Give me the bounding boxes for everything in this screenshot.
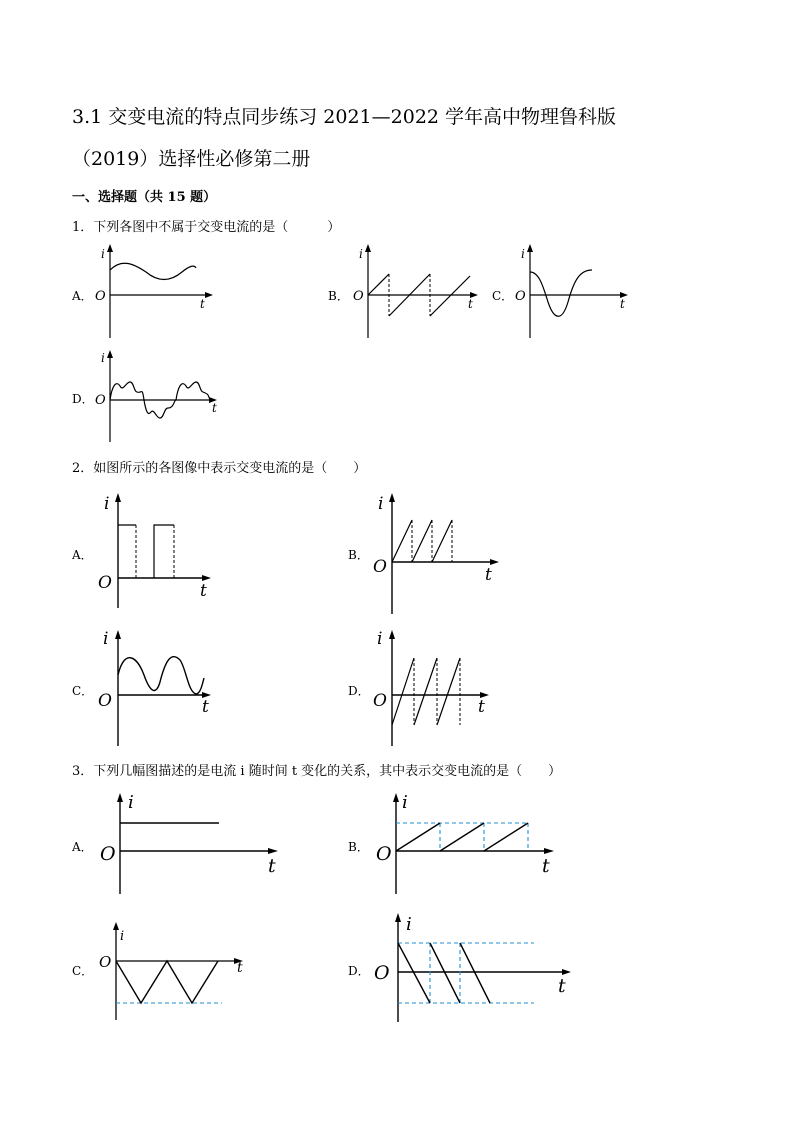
q1d-axis-t: t bbox=[212, 401, 217, 415]
q3d-axis-t: t bbox=[558, 975, 566, 997]
q3c-axis-t: t bbox=[237, 960, 243, 976]
q1d-axis-i: i bbox=[101, 351, 105, 365]
q2b-axis-t: t bbox=[485, 565, 492, 585]
q2a-origin: O bbox=[98, 573, 112, 593]
question-2-stem: 2．如图所示的各图像中表示交变电流的是（ ） bbox=[72, 461, 367, 476]
q3-option-d-graph bbox=[372, 912, 572, 1024]
q3-option-a-label: A． bbox=[72, 840, 93, 854]
q3b-axis-t: t bbox=[542, 855, 550, 877]
q3-option-b-label: B． bbox=[348, 840, 369, 854]
q3d-origin: O bbox=[374, 962, 390, 984]
q2-option-a-graph bbox=[96, 492, 226, 612]
q2c-origin: O bbox=[98, 691, 112, 711]
q3b-origin: O bbox=[376, 843, 392, 865]
q1-option-b-label: B． bbox=[328, 289, 349, 303]
q3a-axis-t: t bbox=[268, 855, 276, 877]
q1-option-a-graph bbox=[90, 240, 220, 340]
q2d-axis-t: t bbox=[478, 697, 485, 717]
question-1-stem: 1．下列各图中不属于交变电流的是（ ） bbox=[72, 220, 341, 235]
q3a-axis-i: i bbox=[128, 792, 134, 813]
q1c-curve bbox=[530, 270, 592, 316]
q3d-axis-i: i bbox=[406, 914, 412, 935]
q2b-origin: O bbox=[373, 557, 387, 577]
document-title-line-2: （2019）选择性必修第二册 bbox=[72, 148, 311, 170]
q1d-origin: O bbox=[95, 393, 106, 408]
q2c-axis-t: t bbox=[202, 697, 209, 717]
q2-option-d-graph bbox=[370, 630, 510, 750]
q3-option-a-graph bbox=[96, 792, 286, 896]
q1-option-a-label: A． bbox=[72, 289, 93, 303]
q3-option-b-graph bbox=[372, 792, 562, 896]
q1a-origin: O bbox=[95, 289, 106, 304]
q2c-axis-i: i bbox=[103, 629, 109, 649]
q1a-axis-i: i bbox=[101, 247, 105, 261]
q2b-axis-i: i bbox=[378, 494, 384, 514]
q2-option-c-graph bbox=[96, 630, 226, 750]
q2-option-a-label: A． bbox=[72, 548, 93, 562]
q3-option-c-graph bbox=[96, 922, 256, 1022]
q1a-curve bbox=[110, 263, 196, 279]
q2-option-d-label: D． bbox=[348, 684, 370, 698]
q1b-axis-i: i bbox=[359, 247, 363, 261]
q1-option-b-graph bbox=[348, 240, 488, 340]
q1c-axis-t: t bbox=[620, 297, 625, 311]
q3a-origin: O bbox=[100, 843, 116, 865]
q1c-origin: O bbox=[515, 289, 526, 304]
q3-option-d-label: D． bbox=[348, 964, 370, 978]
q2d-origin: O bbox=[373, 691, 387, 711]
q1a-axis-t: t bbox=[200, 297, 205, 311]
document-title-line-1: 3.1 交变电流的特点同步练习 2021—2022 学年高中物理鲁科版 bbox=[72, 106, 617, 128]
q2a-axis-t: t bbox=[200, 581, 207, 601]
section-heading: 一、选择题（共 15 题） bbox=[72, 190, 217, 205]
q3-option-c-label: C． bbox=[72, 964, 94, 978]
q1b-origin: O bbox=[353, 289, 364, 304]
q2-option-b-graph bbox=[370, 492, 510, 616]
q1c-axis-i: i bbox=[521, 247, 525, 261]
q2d-axis-i: i bbox=[377, 629, 383, 649]
q1-option-c-graph bbox=[510, 240, 640, 340]
q3c-axis-i: i bbox=[120, 929, 125, 944]
q3c-origin: O bbox=[99, 953, 112, 971]
q1-option-d-graph bbox=[90, 346, 230, 446]
q1-option-d-label: D． bbox=[72, 392, 94, 406]
q2a-axis-i: i bbox=[104, 494, 110, 514]
q2-option-b-label: B． bbox=[348, 548, 369, 562]
q2c-curve bbox=[118, 657, 204, 694]
q3b-axis-i: i bbox=[402, 792, 408, 813]
q2-option-c-label: C． bbox=[72, 684, 94, 698]
question-3-stem: 3．下列几幅图描述的是电流 i 随时间 t 变化的关系，其中表示交变电流的是（ ） bbox=[72, 764, 562, 779]
q1-option-c-label: C． bbox=[492, 289, 514, 303]
q1b-axis-t: t bbox=[468, 297, 473, 311]
